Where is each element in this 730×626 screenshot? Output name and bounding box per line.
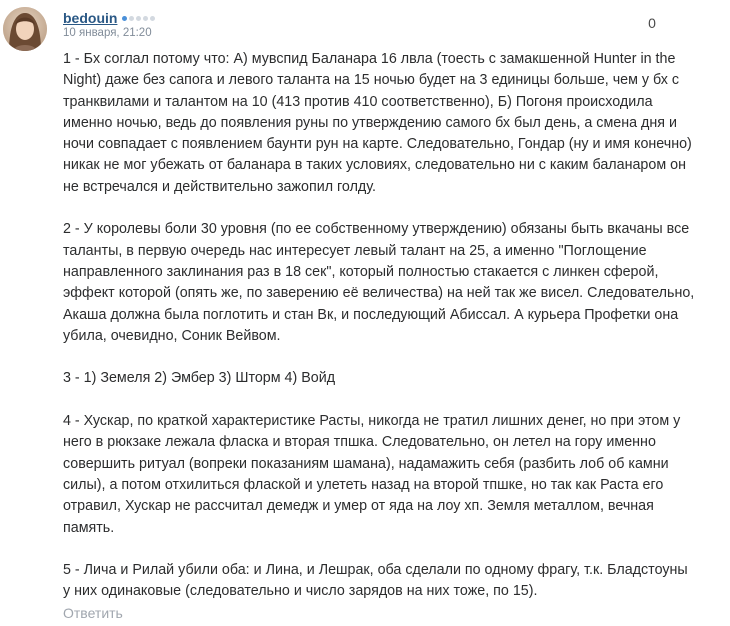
- comment-text: [63, 49, 695, 603]
- rating-dot-1: [122, 16, 127, 21]
- author-row: [63, 9, 155, 27]
- comment-timestamp: 10 января, 21:20: [63, 27, 152, 39]
- rating-dot-2: [129, 16, 134, 21]
- comment-paragraph-3: 3 - 1) Земеля 2) Эмбер 3) Шторм 4) Войд: [63, 370, 336, 387]
- comment-paragraph-1: 1 - Бх соглал потому что: А) мувспид Баланара 16 лвла (тоесть с замакшенной Hunter in the Night) даже без сапога и левого таланта на 15 ночью будет на 3 единицы больше, чем у бх с транквилами и талантом на 10 (413 против 410 соответственно), Б) Погоня происходила именно ночью, ведь до появления руны по утверждению самого бх был день, а смена дня и ночи совпадает с появлением баунти рун на карте. Следовательно, Гондар (ну и имя конечно) никак не мог убежать от баланара в таких условиях, следовательно ни с каким баланаром он не встречался и действительно зажопил голду.: [63, 51, 692, 195]
- reply-button[interactable]: Ответить: [63, 605, 123, 621]
- author-name-link[interactable]: bedouin: [63, 10, 118, 26]
- author-rating: [122, 16, 155, 21]
- avatar-image: [3, 7, 47, 51]
- comment-paragraph-2: 2 - У королевы боли 30 уровня (по ее собственному утверждению) обязаны быть вкачаны все таланты, в первую очередь нас интересует левый талант на 25, а именно "Поглощение направленного заклинания раз в 18 сек", который полностью стакается с линкен сферой, эффект которой (опять же, по заверению её величества) на ней так же висел. Следовательно, Акаша должна была поглотить и стан Вк, и последующий Абиссал. А курьера Профетки она убила, очевидно, Соник Вейвом.: [63, 221, 695, 344]
- like-count[interactable]: 0: [648, 15, 656, 31]
- comment-paragraph-4: 4 - Хускар, по краткой характеристике Расты, никогда не тратил лишних денег, но при этом у него в рюкзаке лежала фласка и вторая тпшка. Следовательно, он летел на гору именно совершить ритуал (вопреки показаниям шамана), надамажить себя (разбить лоб об камни силы), а потом отхилиться флаской и улететь назад на второй тпшке, но так как Раста его отравил, Хускар не рассчитал демедж и умер от яда на лоу хп. Земля металлом, вечная память.: [63, 413, 681, 536]
- comment-paragraph-5: 5 - Лича и Рилай убили оба: и Лина, и Лешрак, оба сделали по одному фрагу, т.к. Бладстоуны у них одинаковые (следовательно и число зарядов на них тоже, по 15).: [63, 562, 688, 600]
- avatar[interactable]: [3, 7, 47, 51]
- rating-dot-3: [136, 16, 141, 21]
- rating-dot-5: [150, 16, 155, 21]
- rating-dot-4: [143, 16, 148, 21]
